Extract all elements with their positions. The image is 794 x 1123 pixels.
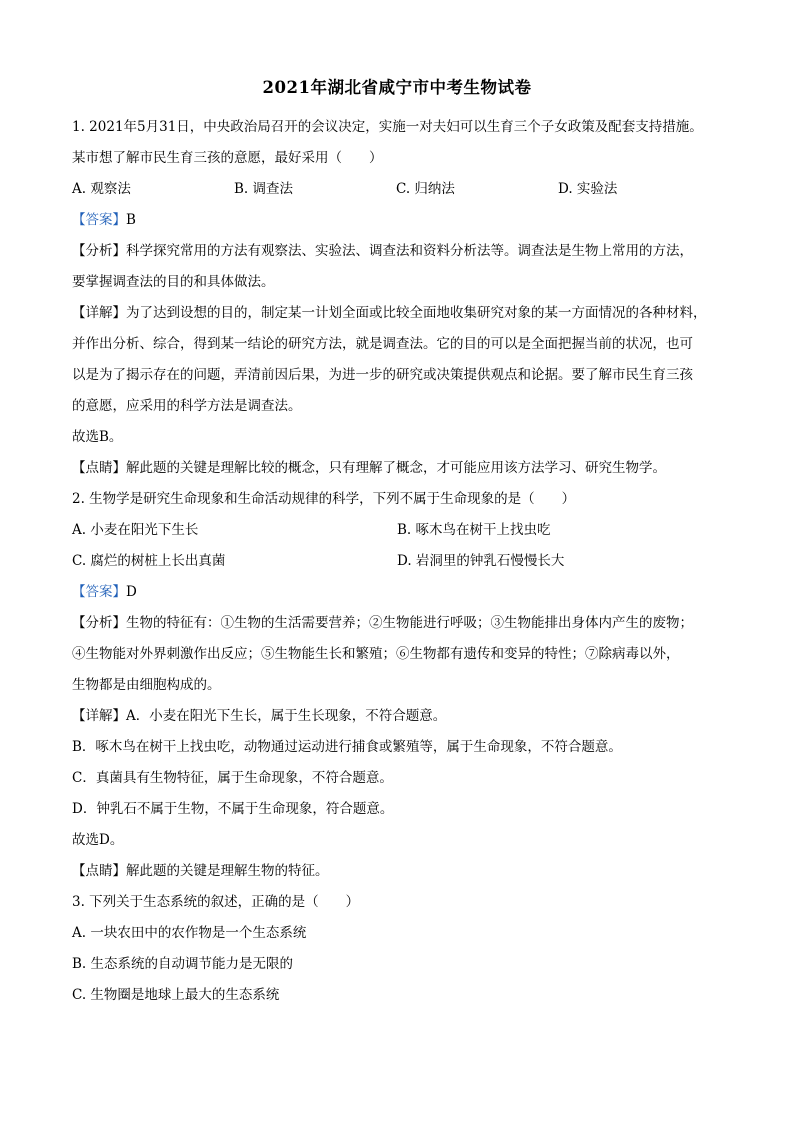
q1-detail-line-1 <box>72 298 722 329</box>
q2-detail-c: C．真菌具有生物特征，属于生命现象，不符合题意。 <box>72 770 393 786</box>
q1-comment <box>72 453 722 484</box>
question-2 <box>72 484 722 887</box>
q1-analysis-line-2: 要掌握调查法的目的和具体做法。 <box>72 274 275 290</box>
q1-answer <box>72 205 722 236</box>
detail-label: 【详解】 <box>72 305 126 321</box>
q1-detail-line-2: 并作出分析、综合，得到某一结论的研究方法，就是调查法。它的目的可以是全面把握当前的状况，也可 <box>72 336 693 352</box>
q1-analysis-line-1 <box>72 236 722 267</box>
answer-label: 【答案】 <box>72 584 126 600</box>
q2-comment-text: 解此题的关键是理解生物的特征。 <box>126 863 329 879</box>
q3-option-a: A. 一块农田中的农作物是一个生态系统 <box>72 925 307 941</box>
q2-options-row-1 <box>72 515 722 546</box>
q1-choose: 故选B。 <box>72 429 123 445</box>
detail-label: 【详解】 <box>72 708 126 724</box>
q2-option-b: B. 啄木鸟在树干上找虫吃 <box>397 522 551 538</box>
analysis-label: 【分析】 <box>72 615 126 631</box>
q2-option-c: C. 腐烂的树桩上长出真菌 <box>72 553 226 569</box>
q2-comment <box>72 856 722 887</box>
q1-option-b: B. 调查法 <box>234 181 294 197</box>
q1-answer-value: B <box>126 212 136 228</box>
q2-analysis-line-3: 生物都是由细胞构成的。 <box>72 677 221 693</box>
q2-answer-value: D <box>126 584 137 600</box>
q1-analysis-text-1: 科学探究常用的方法有观察法、实验法、调查法和资料分析法等。调查法是生物上常用的方法， <box>126 243 693 259</box>
q2-analysis-text-1: 生物的特征有：①生物的生活需要营养；②生物能进行呼吸；③生物能排出身体内产生的废物； <box>126 615 693 631</box>
question-1 <box>72 112 722 484</box>
document-title: 2021年湖北省咸宁市中考生物试卷 <box>262 78 532 97</box>
q2-option-a: A. 小麦在阳光下生长 <box>72 522 199 538</box>
q2-detail-a <box>72 701 722 732</box>
answer-label: 【答案】 <box>72 212 126 228</box>
q1-option-d: D. 实验法 <box>558 181 618 197</box>
q1-option-a: A. 观察法 <box>72 181 131 197</box>
q1-options <box>72 174 722 205</box>
q2-detail-d: D．钟乳石不属于生物，不属于生命现象，符合题意。 <box>72 801 394 817</box>
q2-analysis-line-2: ④生物能对外界刺激作出反应；⑤生物能生长和繁殖；⑥生物都有遗传和变异的特性；⑦除病毒以外， <box>72 646 680 662</box>
q3-option-c: C. 生物圈是地球上最大的生态系统 <box>72 987 280 1003</box>
q1-stem-line-1: 1. 2021年5月31日，中央政治局召开的会议决定，实施一对夫妇可以生育三个子女政策及配套支持措施。 <box>72 119 703 135</box>
q2-choose: 故选D。 <box>72 832 124 848</box>
q2-option-d: D. 岩洞里的钟乳石慢慢长大 <box>397 553 565 569</box>
q1-stem-line-2: 某市想了解市民生育三孩的意愿，最好采用（ ） <box>72 150 383 166</box>
q1-option-c: C. 归纳法 <box>396 181 455 197</box>
q2-answer <box>72 577 722 608</box>
q2-analysis-line-1 <box>72 608 722 639</box>
q2-stem: 2. 生物学是研究生命现象和生命活动规律的科学，下列不属于生命现象的是（ ） <box>72 491 576 507</box>
q2-options-row-2 <box>72 546 722 577</box>
q1-detail-line-4: 的意愿，应采用的科学方法是调查法。 <box>72 398 302 414</box>
q3-option-b: B. 生态系统的自动调节能力是无限的 <box>72 956 294 972</box>
question-3 <box>72 887 722 1011</box>
q2-detail-b: B．啄木鸟在树干上找虫吃，动物通过运动进行捕食或繁殖等，属于生命现象，不符合题意。 <box>72 739 622 755</box>
comment-label: 【点睛】 <box>72 460 126 476</box>
q1-detail-text-1: 为了达到设想的目的，制定某一计划全面或比较全面地收集研究对象的某一方面情况的各种材料， <box>126 305 707 321</box>
analysis-label: 【分析】 <box>72 243 126 259</box>
q2-detail-a-text: A．小麦在阳光下生长，属于生长现象，不符合题意。 <box>126 708 447 724</box>
comment-label: 【点睛】 <box>72 863 126 879</box>
q1-detail-line-3: 以是为了揭示存在的问题，弄清前因后果，为进一步的研究或决策提供观点和论据。要了解市民生育三孩 <box>72 367 693 383</box>
q3-stem: 3. 下列关于生态系统的叙述，正确的是（ ） <box>72 894 360 910</box>
q1-comment-text: 解此题的关键是理解比较的概念，只有理解了概念，才可能应用该方法学习、研究生物学。 <box>126 460 666 476</box>
